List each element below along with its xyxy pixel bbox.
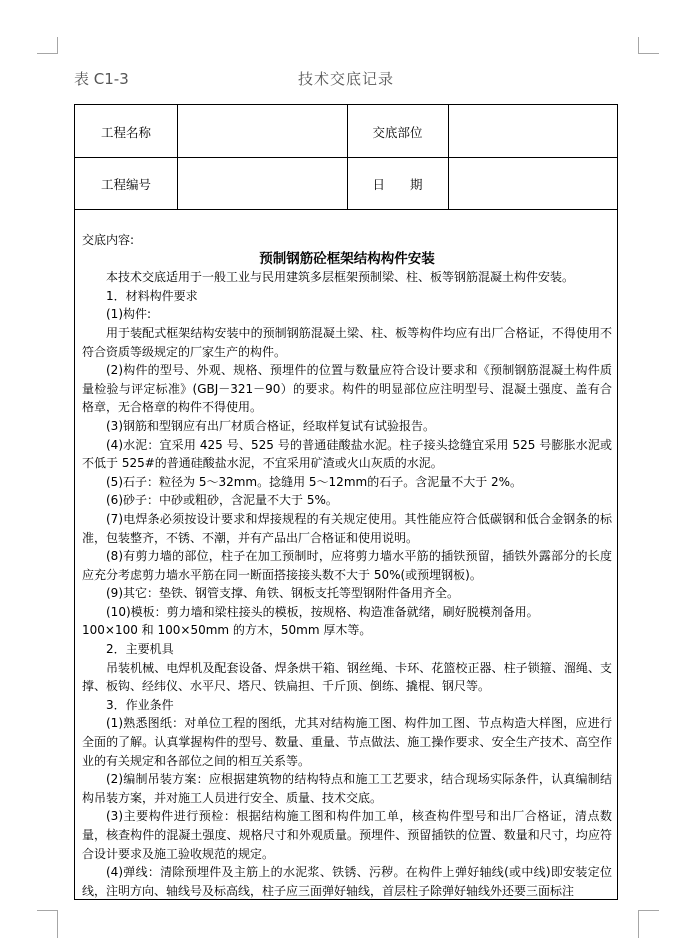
content-paragraph: (3)主要构件进行预检：根据结构施工图和构件加工单，核查构件型号和出厂合格证，清点数量，核查构件的混凝土强度、规格尺寸和外观质量。预埋件、预留插铁的位置、数量和尺寸，均应符合设计要求及施工验收规范的规定。 (82, 809, 612, 861)
table-col-divider (347, 105, 348, 209)
content-label: 交底内容: (82, 233, 135, 247)
form-code: 表 C1-3 (74, 70, 129, 88)
content-title: 预制钢筋砼框架结构构件安装 (259, 250, 435, 267)
project-no-label: 工程编号 (100, 177, 151, 192)
section-heading: 2．主要机具 (106, 642, 174, 657)
content-paragraph: 本技术交底适用于一般工业与民用建筑多层框架预制梁、柱、板等钢筋混凝土构件安装。 (106, 270, 575, 285)
content-paragraph: 100×100 和 100×50mm 的方木，50mm 厚木等。 (82, 623, 372, 638)
section-heading: 1．材料构件要求 (106, 288, 198, 303)
table-col-divider (448, 105, 449, 209)
table-row-divider (75, 157, 617, 158)
crop-mark-bottom-right (638, 910, 659, 938)
content-paragraph: (9)其它：垫铁、钢管支撑、角铁、钢板支托等型钢附件备用齐全。 (106, 586, 460, 601)
content-paragraph: (5)石子：粒径为 5～32mm。捻缝用 5～12mm的石子。含泥量不大于 2%。 (106, 474, 523, 489)
content-paragraph: (4)弹线：清除预埋件及主筋上的水泥浆、铁锈、污秽。在构件上弹好轴线(或中线)即安装定位线，注明方向、轴线号及标高线，柱子应三面弹好轴线，首层柱子除弹好轴线外还要三面标注 (82, 865, 612, 898)
crop-mark-bottom-left (37, 910, 58, 938)
handover-record-table (74, 104, 618, 900)
content-paragraph: (7)电焊条必须按设计要求和焊接规程的有关规定使用。其性能应符合低碳钢和低合金钢条的标准，包装整齐，不锈、不潮，并有产品出厂合格证和使用说明。 (82, 511, 612, 545)
table-col-divider (177, 105, 178, 209)
content-paragraph: (4)水泥：宜采用 425 号、525 号的普通硅酸盐水泥。柱子接头捻缝宜采用 525 号膨胀水泥或不低于 525#的普通硅酸盐水泥，不宜采用矿渣或火山灰质的水泥。 (82, 437, 612, 471)
content-paragraph: (1)构件: (106, 307, 152, 322)
content-paragraph: (1)熟悉图纸：对单位工程的图纸，尤其对结构施工图、构件加工图、节点构造大样图，应进行全面的了解。认真掌握构件的型号、数量、重量、节点做法、施工操作要求、安全生产技术、高空作业的有关规定和各部位之间的相互关系等。 (82, 716, 612, 768)
content-paragraph: 吊装机械、电焊机及配套设备、焊条烘干箱、钢丝绳、卡环、花篮校正器、柱子锁箍、溜绳、支撑、板钩、经纬仪、水平尺、塔尺、铁扁担、千斤顶、倒练、撬棍、钢尺等。 (82, 660, 612, 694)
content-paragraph: (2)构件的型号、外观、规格、预埋件的位置与数量应符合设计要求和《预制钢筋混凝土构件质量检验与评定标准》(GBJ－321－90）的要求。构件的明显部位应注明型号、混凝土强度、盖有合格章，无合格章的构件不得使用。 (82, 363, 612, 415)
handover-part-label: 交底部位 (372, 125, 423, 140)
content-paragraph: (3)钢筋和型钢应有出厂材质合格证，经取样复试有试验报告。 (106, 418, 436, 433)
crop-mark-top-right (638, 37, 659, 54)
handover-content (82, 231, 612, 900)
content-paragraph: (8)有剪力墙的部位，柱子在加工预制时，应将剪力墙水平筋的插铁预留，插铁外露部分的长度应充分考虑剪力墙水平筋在同一断面搭接接头数不大于 50%(或预埋钢板)。 (82, 549, 612, 582)
content-paragraph: (10)模板：剪力墙和梁柱接头的模板，按规格、构造准备就绪，刷好脱模剂备用。 (106, 604, 539, 619)
crop-mark-top-left (37, 37, 58, 54)
content-paragraph: 用于装配式框架结构安装中的预制钢筋混凝土梁、柱、板等构件均应有出厂合格证，不得使用不符合资质等级规定的厂家生产的构件。 (82, 325, 612, 359)
content-paragraph: (2)编制吊装方案：应根据建筑物的结构特点和施工工艺要求，结合现场实际条件，认真编制结构吊装方案，并对施工人员进行安全、质量、技术交底。 (82, 772, 612, 805)
section-heading: 3．作业条件 (106, 697, 174, 712)
date-label: 日 期 (372, 177, 423, 192)
content-paragraph: (6)砂子：中砂或粗砂，含泥量不大于 5%。 (106, 493, 338, 508)
project-name-label: 工程名称 (100, 125, 151, 140)
table-row-divider (75, 209, 617, 210)
document-title: 技术交底记录 (298, 70, 395, 88)
